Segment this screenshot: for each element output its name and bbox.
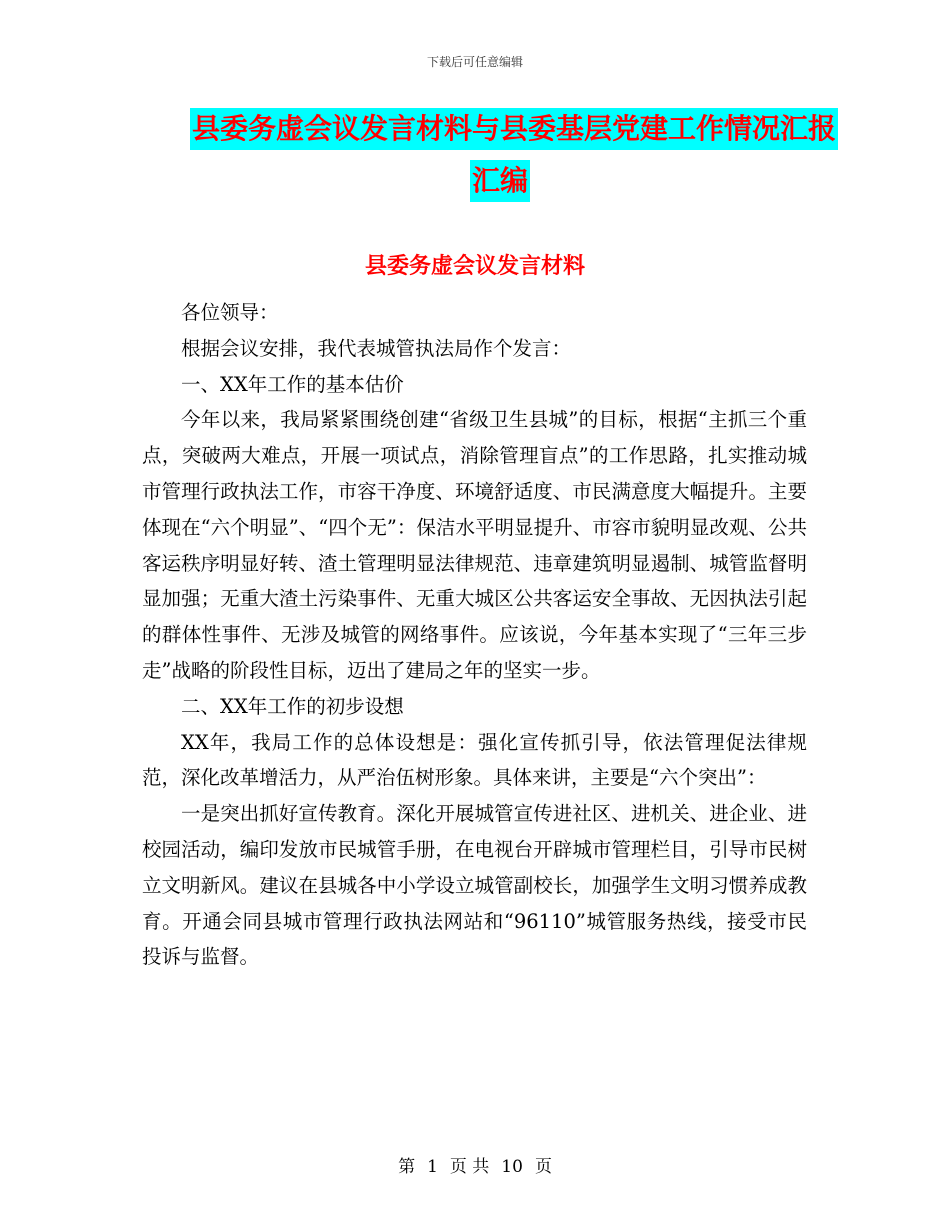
section-heading: 一、XX年工作的基本估价: [181, 372, 404, 396]
page-prefix: 第: [398, 1157, 416, 1177]
paragraph: 一是突出抓好宣传教育。深化开展城管宣传进社区、进机关、进企业、进校园活动，编印发放市民城管手册，在电视台开辟城市管理栏目，引导市民树立文明新风。建议在县城各中小学设立城管副校长，加强学生文明习惯养成教育。开通会同县城市管理行政执法网站和“96110”城管服务热线，接受市民投诉与监督。: [142, 802, 807, 969]
paragraph-salutation: 各位领导：: [181, 301, 279, 324]
title-line-2: 汇编: [470, 160, 530, 202]
section-heading: 二、XX年工作的初步设想: [181, 694, 404, 718]
document-body: [142, 295, 807, 975]
page-footer: [0, 1152, 950, 1177]
paragraph: 今年以来，我局紧紧围绕创建“省级卫生县城”的目标，根据“主抓三个重点，突破两大难点，开展一项试点，消除管理盲点”的工作思路，扎实推动城市管理行政执法工作，市容干净度、环境舒适度、市民满意度大幅提升。主要体现在“六个明显”、“四个无”：保洁水平明显提升、市容市貌明显改观、公共客运秩序明显好转、渣土管理明显法律规范、违章建筑明显遏制、城管监督明显加强；无重大渣土污染事件、无重大城区公共客运安全事故、无因执法引起的群体性事件、无涉及城管的网络事件。应该说，今年基本实现了“三年三步走”战略的阶段性目标，迈出了建局之年的坚实一步。: [142, 408, 807, 682]
page-current: 1: [427, 1157, 438, 1177]
document-title: [190, 108, 837, 212]
title-line-1: 县委务虚会议发言材料与县委基层党建工作情况汇报: [190, 108, 838, 150]
page-suffix: 页: [534, 1157, 552, 1177]
page-total: 10: [501, 1157, 523, 1177]
page-middle: 页 共: [449, 1157, 490, 1177]
page-header: 下载后可任意编辑: [426, 55, 523, 69]
paragraph: 根据会议安排，我代表城管执法局作个发言：: [181, 336, 572, 360]
paragraph: XX年，我局工作的总体设想是：强化宣传抓引导，依法管理促法律规范，深化改革增活力，从严治伍树形象。具体来讲，主要是“六个突出”：: [142, 730, 807, 790]
section-subtitle: 县委务虚会议发言材料: [364, 254, 585, 279]
